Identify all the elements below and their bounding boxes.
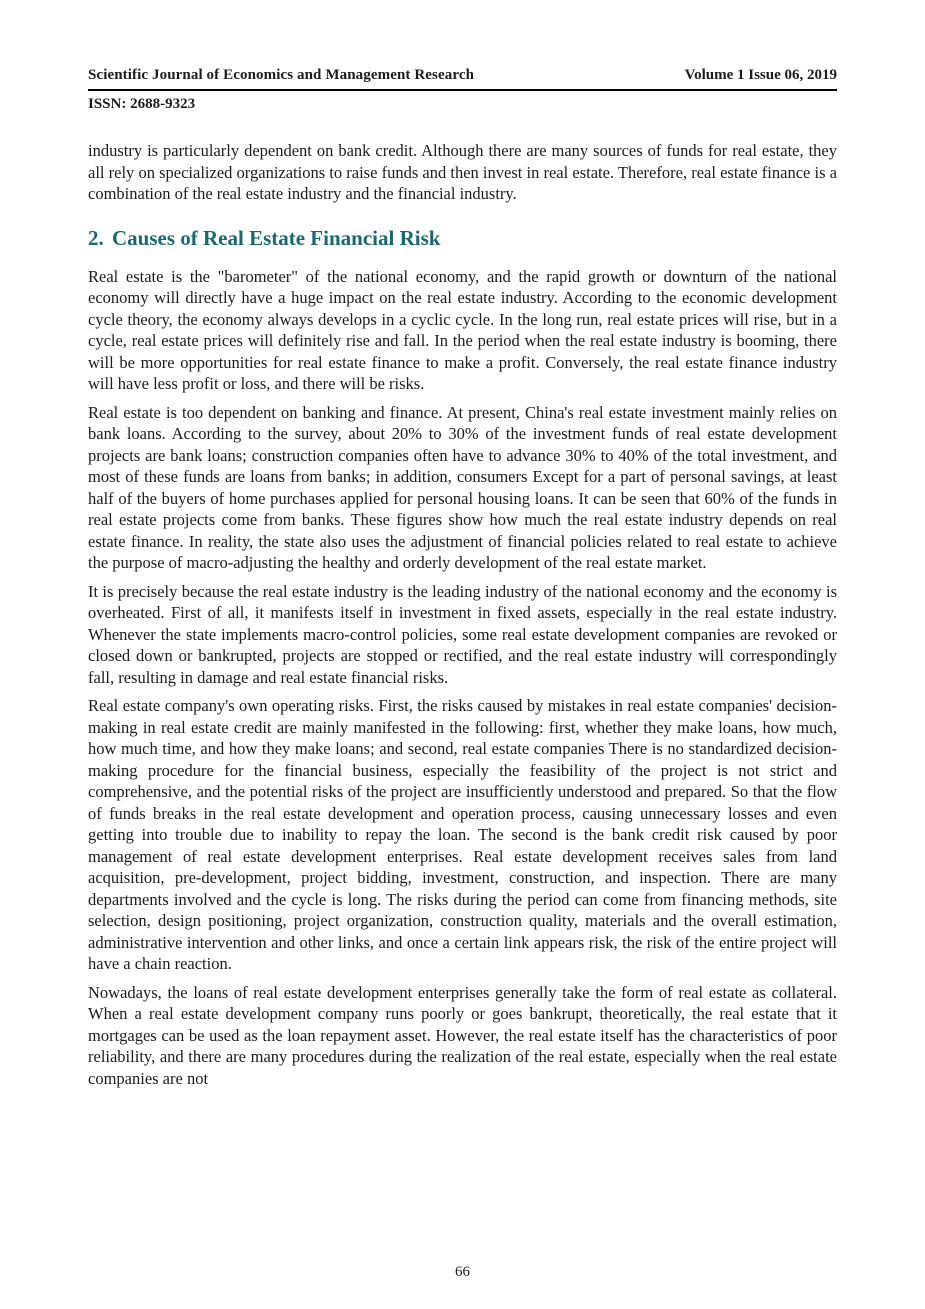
section-heading bbox=[88, 226, 837, 250]
journal-title: Scientific Journal of Economics and Management Research bbox=[88, 67, 475, 83]
article-body bbox=[88, 140, 837, 1089]
body-paragraph: Nowadays, the loans of real estate development enterprises generally take the form of real estate as collateral. When a real estate development company runs poorly or goes bankrupt, theoretically, the real estate that it mortgages can be used as the loan repayment asset. However, the real estate itself has the characteristics of poor reliability, and there are many procedures during the realization of the real estate, especially when the real estate companies are not bbox=[88, 982, 837, 1088]
intro-paragraph: industry is particularly dependent on bank credit. Although there are many sources of funds for real estate, they all rely on specialized organizations to raise funds and then invest in real estate. Therefore, real estate finance is a combination of the real estate industry and the financial industry. bbox=[88, 141, 837, 203]
body-paragraph: Real estate company's own operating risks. First, the risks caused by mistakes in real estate companies' decision-making in real estate credit are mainly manifested in the following: first, whether they make loans, how much, how much time, and how they make loans; and second, real estate companies There is no standardized decision-making procedure for the financial business, especially the feasibility of the project is not strict and comprehensive, and the potential risks of the project are insufficiently understood and prepared. So that the flow of funds breaks in the real estate development and operation process, causing unnecessary losses and even getting into trouble due to inability to repay the loan. The second is the bank credit risk caused by poor management of real estate development enterprises. Real estate development receives sales from land acquisition, pre-development, project bidding, investment, construction, and inspection. There are many departments involved and the cycle is long. The risks during the period can come from financing methods, site selection, design positioning, project organization, construction quality, materials and the overall estimation, administrative intervention and other links, and once a certain link appears risk, the risk of the entire project will have a chain reaction. bbox=[88, 696, 837, 973]
body-paragraph: It is precisely because the real estate industry is the leading industry of the national economy and the economy is overheated. First of all, it manifests itself in investment in fixed assets, especially in the real estate industry. Whenever the state implements macro-control policies, some real estate development companies are revoked or closed down or bankrupted, projects are stopped or rectified, and the real estate industry will correspondingly fall, resulting in damage and real estate financial risks. bbox=[88, 581, 837, 687]
volume-issue-info: Volume 1 Issue 06, 2019 bbox=[684, 67, 837, 83]
issn-number: ISSN: 2688-9323 bbox=[88, 96, 196, 112]
header-divider bbox=[88, 89, 837, 91]
body-paragraph: Real estate is too dependent on banking and finance. At present, China's real estate investment mainly relies on bank loans. According to the survey, about 20% to 30% of the investment funds of real estate development projects are bank loans; construction companies often have to advance 30% to 40% of the total investment, and most of these funds are loans from banks; in addition, consumers Except for a part of personal savings, at least half of the buyers of home purchases applied for personal housing loans. It can be seen that 60% of the funds in real estate projects come from banks. These figures show how much the real estate industry depends on real estate finance. In reality, the state also uses the adjustment of financial policies related to real estate to achieve the purpose of macro-adjusting the healthy and orderly development of the real estate market. bbox=[88, 402, 837, 572]
page-footer bbox=[0, 1264, 925, 1281]
page-number: 66 bbox=[455, 1264, 470, 1280]
section-title: Causes of Real Estate Financial Risk bbox=[112, 225, 441, 250]
section-number: 2. bbox=[88, 225, 104, 250]
body-paragraph: Real estate is the "barometer" of the national economy, and the rapid growth or downturn of the national economy will directly have a huge impact on the real estate industry. According to the economic development cycle theory, the economy always develops in a cyclic cycle. In the long run, real estate prices will rise, but in a cycle, real estate prices will definitely rise and fall. In the period when the real estate industry is booming, there will be more opportunities for real estate finance to make a profit. Conversely, the real estate finance industry will have less profit or loss, and there will be risks. bbox=[88, 266, 837, 393]
page-header bbox=[88, 66, 837, 84]
